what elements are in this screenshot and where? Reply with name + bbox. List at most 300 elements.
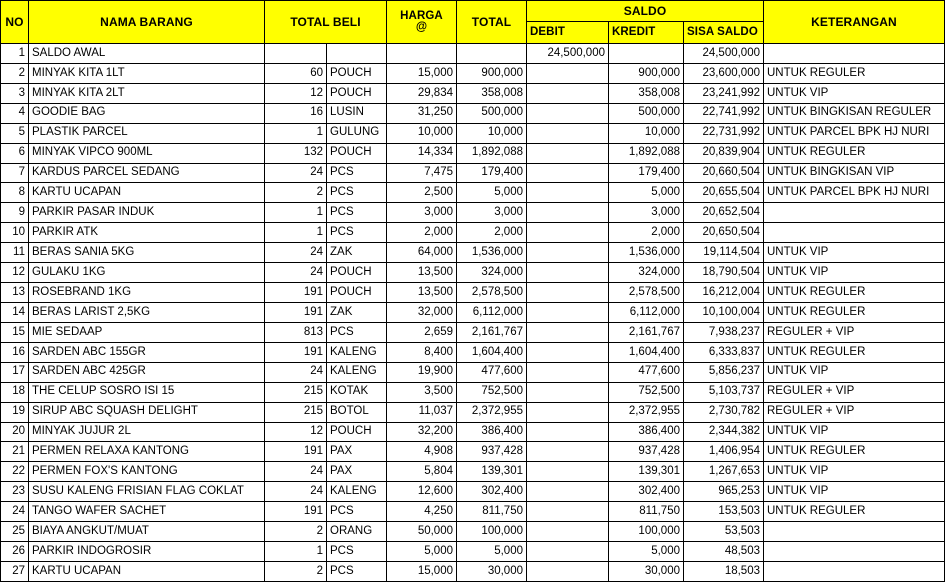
- column-header-kredit[interactable]: KREDIT: [609, 22, 684, 44]
- cell-no[interactable]: 24: [1, 502, 29, 522]
- table-row[interactable]: [1, 422, 945, 442]
- cell-harga[interactable]: 31,250: [387, 103, 457, 123]
- table-row[interactable]: [1, 143, 945, 163]
- cell-sisa[interactable]: 18,790,504: [684, 263, 764, 283]
- cell-kredit[interactable]: 2,578,500: [609, 283, 684, 303]
- cell-kredit[interactable]: 2,161,767: [609, 322, 684, 342]
- cell-kredit[interactable]: 100,000: [609, 522, 684, 542]
- cell-no[interactable]: 22: [1, 462, 29, 482]
- cell-ket[interactable]: UNTUK VIP: [764, 362, 945, 382]
- table-row[interactable]: [1, 63, 945, 83]
- cell-no[interactable]: 8: [1, 183, 29, 203]
- table-row[interactable]: [1, 442, 945, 462]
- cell-no[interactable]: 25: [1, 522, 29, 542]
- cell-ket[interactable]: [764, 203, 945, 223]
- cell-ket[interactable]: UNTUK REGULER: [764, 502, 945, 522]
- cell-nama[interactable]: SALDO AWAL: [29, 44, 265, 64]
- cell-total[interactable]: 139,301: [457, 462, 527, 482]
- cell-total[interactable]: 302,400: [457, 482, 527, 502]
- cell-nama[interactable]: KARTU UCAPAN: [29, 561, 265, 581]
- cell-ket[interactable]: UNTUK REGULER: [764, 283, 945, 303]
- cell-qty[interactable]: 191: [265, 342, 327, 362]
- cell-qty[interactable]: 215: [265, 402, 327, 422]
- table-row[interactable]: [1, 542, 945, 562]
- cell-nama[interactable]: TANGO WAFER SACHET: [29, 502, 265, 522]
- cell-no[interactable]: 16: [1, 342, 29, 362]
- cell-unit[interactable]: PAX: [327, 462, 387, 482]
- table-row[interactable]: [1, 322, 945, 342]
- cell-kredit[interactable]: 30,000: [609, 561, 684, 581]
- column-header-total-beli[interactable]: TOTAL BELI: [265, 1, 387, 44]
- cell-kredit[interactable]: 5,000: [609, 183, 684, 203]
- cell-total[interactable]: 2,000: [457, 223, 527, 243]
- cell-nama[interactable]: MINYAK KITA 1LT: [29, 63, 265, 83]
- cell-kredit[interactable]: 3,000: [609, 203, 684, 223]
- cell-sisa[interactable]: 20,655,504: [684, 183, 764, 203]
- cell-nama[interactable]: SARDEN ABC 425GR: [29, 362, 265, 382]
- cell-total[interactable]: [457, 44, 527, 64]
- cell-unit[interactable]: KOTAK: [327, 382, 387, 402]
- cell-harga[interactable]: 2,659: [387, 322, 457, 342]
- cell-sisa[interactable]: 965,253: [684, 482, 764, 502]
- cell-no[interactable]: 15: [1, 322, 29, 342]
- column-header-debit[interactable]: DEBIT: [527, 22, 609, 44]
- cell-nama[interactable]: SIRUP ABC SQUASH DELIGHT: [29, 402, 265, 422]
- cell-debit[interactable]: [527, 243, 609, 263]
- cell-harga[interactable]: 2,000: [387, 223, 457, 243]
- cell-total[interactable]: 1,604,400: [457, 342, 527, 362]
- cell-no[interactable]: 3: [1, 83, 29, 103]
- cell-unit[interactable]: KALENG: [327, 482, 387, 502]
- cell-total[interactable]: 937,428: [457, 442, 527, 462]
- cell-kredit[interactable]: 900,000: [609, 63, 684, 83]
- cell-total[interactable]: 30,000: [457, 561, 527, 581]
- table-row[interactable]: [1, 163, 945, 183]
- cell-harga[interactable]: 3,500: [387, 382, 457, 402]
- cell-nama[interactable]: PARKIR ATK: [29, 223, 265, 243]
- cell-qty[interactable]: 215: [265, 382, 327, 402]
- cell-debit[interactable]: [527, 103, 609, 123]
- cell-total[interactable]: 752,500: [457, 382, 527, 402]
- cell-sisa[interactable]: 5,856,237: [684, 362, 764, 382]
- table-row[interactable]: [1, 561, 945, 581]
- cell-total[interactable]: 3,000: [457, 203, 527, 223]
- cell-kredit[interactable]: 324,000: [609, 263, 684, 283]
- cell-no[interactable]: 4: [1, 103, 29, 123]
- cell-debit[interactable]: [527, 123, 609, 143]
- cell-debit[interactable]: [527, 83, 609, 103]
- cell-qty[interactable]: 16: [265, 103, 327, 123]
- cell-harga[interactable]: 14,334: [387, 143, 457, 163]
- cell-no[interactable]: 12: [1, 263, 29, 283]
- cell-ket[interactable]: UNTUK REGULER: [764, 63, 945, 83]
- cell-nama[interactable]: KARTU UCAPAN: [29, 183, 265, 203]
- cell-sisa[interactable]: 22,741,992: [684, 103, 764, 123]
- cell-harga[interactable]: 3,000: [387, 203, 457, 223]
- cell-debit[interactable]: [527, 382, 609, 402]
- cell-qty[interactable]: 1: [265, 203, 327, 223]
- cell-total[interactable]: 358,008: [457, 83, 527, 103]
- cell-qty[interactable]: 191: [265, 302, 327, 322]
- cell-harga[interactable]: 4,908: [387, 442, 457, 462]
- cell-harga[interactable]: 32,200: [387, 422, 457, 442]
- cell-unit[interactable]: POUCH: [327, 263, 387, 283]
- cell-debit[interactable]: [527, 561, 609, 581]
- cell-nama[interactable]: PARKIR INDOGROSIR: [29, 542, 265, 562]
- cell-total[interactable]: 179,400: [457, 163, 527, 183]
- cell-sisa[interactable]: 5,103,737: [684, 382, 764, 402]
- cell-qty[interactable]: [265, 44, 327, 64]
- cell-kredit[interactable]: 386,400: [609, 422, 684, 442]
- cell-sisa[interactable]: 18,503: [684, 561, 764, 581]
- cell-no[interactable]: 2: [1, 63, 29, 83]
- cell-total[interactable]: 477,600: [457, 362, 527, 382]
- cell-nama[interactable]: BERAS LARIST 2,5KG: [29, 302, 265, 322]
- cell-harga[interactable]: 5,804: [387, 462, 457, 482]
- cell-qty[interactable]: 24: [265, 163, 327, 183]
- cell-qty[interactable]: 191: [265, 502, 327, 522]
- cell-debit[interactable]: [527, 502, 609, 522]
- cell-no[interactable]: 5: [1, 123, 29, 143]
- cell-qty[interactable]: 191: [265, 283, 327, 303]
- cell-sisa[interactable]: 153,503: [684, 502, 764, 522]
- table-row[interactable]: [1, 502, 945, 522]
- cell-debit[interactable]: [527, 422, 609, 442]
- cell-qty[interactable]: 12: [265, 422, 327, 442]
- cell-sisa[interactable]: 19,114,504: [684, 243, 764, 263]
- table-row[interactable]: [1, 522, 945, 542]
- cell-no[interactable]: 14: [1, 302, 29, 322]
- cell-ket[interactable]: UNTUK REGULER: [764, 143, 945, 163]
- cell-nama[interactable]: MINYAK JUJUR 2L: [29, 422, 265, 442]
- cell-qty[interactable]: 24: [265, 482, 327, 502]
- cell-harga[interactable]: 64,000: [387, 243, 457, 263]
- cell-ket[interactable]: REGULER + VIP: [764, 402, 945, 422]
- table-row[interactable]: [1, 123, 945, 143]
- cell-no[interactable]: 19: [1, 402, 29, 422]
- cell-unit[interactable]: PCS: [327, 183, 387, 203]
- cell-debit[interactable]: [527, 342, 609, 362]
- cell-qty[interactable]: 2: [265, 561, 327, 581]
- cell-nama[interactable]: BIAYA ANGKUT/MUAT: [29, 522, 265, 542]
- cell-kredit[interactable]: 10,000: [609, 123, 684, 143]
- cell-harga[interactable]: 11,037: [387, 402, 457, 422]
- cell-harga[interactable]: 19,900: [387, 362, 457, 382]
- cell-kredit[interactable]: 1,604,400: [609, 342, 684, 362]
- table-row[interactable]: [1, 103, 945, 123]
- cell-debit[interactable]: [527, 362, 609, 382]
- cell-harga[interactable]: 10,000: [387, 123, 457, 143]
- cell-unit[interactable]: ZAK: [327, 302, 387, 322]
- cell-nama[interactable]: SUSU KALENG FRISIAN FLAG COKLAT: [29, 482, 265, 502]
- column-header-harga[interactable]: [387, 1, 457, 44]
- cell-ket[interactable]: UNTUK BINGKISAN REGULER: [764, 103, 945, 123]
- cell-qty[interactable]: 813: [265, 322, 327, 342]
- cell-total[interactable]: 2,161,767: [457, 322, 527, 342]
- column-header-total[interactable]: TOTAL: [457, 1, 527, 44]
- table-row[interactable]: [1, 44, 945, 64]
- cell-ket[interactable]: [764, 223, 945, 243]
- cell-kredit[interactable]: 139,301: [609, 462, 684, 482]
- cell-no[interactable]: 11: [1, 243, 29, 263]
- cell-nama[interactable]: PARKIR PASAR INDUK: [29, 203, 265, 223]
- cell-unit[interactable]: PCS: [327, 163, 387, 183]
- cell-kredit[interactable]: 1,892,088: [609, 143, 684, 163]
- cell-unit[interactable]: KALENG: [327, 342, 387, 362]
- cell-total[interactable]: 10,000: [457, 123, 527, 143]
- cell-sisa[interactable]: 6,333,837: [684, 342, 764, 362]
- cell-nama[interactable]: PLASTIK PARCEL: [29, 123, 265, 143]
- cell-unit[interactable]: ZAK: [327, 243, 387, 263]
- cell-total[interactable]: 386,400: [457, 422, 527, 442]
- cell-debit[interactable]: [527, 442, 609, 462]
- cell-ket[interactable]: UNTUK VIP: [764, 422, 945, 442]
- cell-no[interactable]: 27: [1, 561, 29, 581]
- cell-no[interactable]: 7: [1, 163, 29, 183]
- cell-unit[interactable]: [327, 44, 387, 64]
- column-header-no[interactable]: NO: [1, 1, 29, 44]
- cell-sisa[interactable]: 7,938,237: [684, 322, 764, 342]
- cell-harga[interactable]: 13,500: [387, 283, 457, 303]
- cell-debit[interactable]: [527, 223, 609, 243]
- cell-unit[interactable]: POUCH: [327, 422, 387, 442]
- cell-no[interactable]: 26: [1, 542, 29, 562]
- cell-unit[interactable]: BOTOL: [327, 402, 387, 422]
- cell-qty[interactable]: 2: [265, 522, 327, 542]
- cell-debit[interactable]: [527, 322, 609, 342]
- cell-nama[interactable]: MINYAK VIPCO 900ML: [29, 143, 265, 163]
- cell-total[interactable]: 900,000: [457, 63, 527, 83]
- cell-unit[interactable]: GULUNG: [327, 123, 387, 143]
- table-row[interactable]: [1, 302, 945, 322]
- table-row[interactable]: [1, 263, 945, 283]
- cell-kredit[interactable]: 2,000: [609, 223, 684, 243]
- table-row[interactable]: [1, 83, 945, 103]
- cell-kredit[interactable]: 6,112,000: [609, 302, 684, 322]
- cell-sisa[interactable]: 20,660,504: [684, 163, 764, 183]
- cell-unit[interactable]: PCS: [327, 561, 387, 581]
- cell-total[interactable]: 5,000: [457, 183, 527, 203]
- cell-total[interactable]: 324,000: [457, 263, 527, 283]
- cell-ket[interactable]: UNTUK PARCEL BPK HJ NURI: [764, 123, 945, 143]
- cell-debit[interactable]: [527, 203, 609, 223]
- cell-nama[interactable]: MINYAK KITA 2LT: [29, 83, 265, 103]
- cell-kredit[interactable]: 811,750: [609, 502, 684, 522]
- cell-sisa[interactable]: 48,503: [684, 542, 764, 562]
- cell-sisa[interactable]: 2,730,782: [684, 402, 764, 422]
- cell-sisa[interactable]: 16,212,004: [684, 283, 764, 303]
- cell-harga[interactable]: 32,000: [387, 302, 457, 322]
- cell-no[interactable]: 10: [1, 223, 29, 243]
- cell-kredit[interactable]: 1,536,000: [609, 243, 684, 263]
- cell-sisa[interactable]: 20,650,504: [684, 223, 764, 243]
- cell-total[interactable]: 1,892,088: [457, 143, 527, 163]
- cell-nama[interactable]: MIE SEDAAP: [29, 322, 265, 342]
- cell-sisa[interactable]: 24,500,000: [684, 44, 764, 64]
- cell-qty[interactable]: 1: [265, 542, 327, 562]
- table-row[interactable]: [1, 243, 945, 263]
- cell-unit[interactable]: LUSIN: [327, 103, 387, 123]
- cell-sisa[interactable]: 22,731,992: [684, 123, 764, 143]
- cell-nama[interactable]: PERMEN RELAXA KANTONG: [29, 442, 265, 462]
- cell-ket[interactable]: UNTUK REGULER: [764, 442, 945, 462]
- cell-qty[interactable]: 60: [265, 63, 327, 83]
- cell-ket[interactable]: [764, 561, 945, 581]
- cell-total[interactable]: 811,750: [457, 502, 527, 522]
- cell-kredit[interactable]: 937,428: [609, 442, 684, 462]
- cell-unit[interactable]: PCS: [327, 322, 387, 342]
- cell-harga[interactable]: 50,000: [387, 522, 457, 542]
- cell-total[interactable]: 5,000: [457, 542, 527, 562]
- cell-no[interactable]: 20: [1, 422, 29, 442]
- cell-kredit[interactable]: 179,400: [609, 163, 684, 183]
- cell-nama[interactable]: KARDUS PARCEL SEDANG: [29, 163, 265, 183]
- cell-unit[interactable]: POUCH: [327, 143, 387, 163]
- cell-sisa[interactable]: 1,267,653: [684, 462, 764, 482]
- table-row[interactable]: [1, 362, 945, 382]
- cell-debit[interactable]: 24,500,000: [527, 44, 609, 64]
- cell-total[interactable]: 500,000: [457, 103, 527, 123]
- cell-debit[interactable]: [527, 542, 609, 562]
- cell-debit[interactable]: [527, 522, 609, 542]
- cell-harga[interactable]: 7,475: [387, 163, 457, 183]
- table-row[interactable]: [1, 223, 945, 243]
- cell-debit[interactable]: [527, 462, 609, 482]
- cell-harga[interactable]: [387, 44, 457, 64]
- cell-harga[interactable]: 12,600: [387, 482, 457, 502]
- column-header-sisa-saldo[interactable]: SISA SALDO: [684, 22, 764, 44]
- cell-sisa[interactable]: 2,344,382: [684, 422, 764, 442]
- cell-qty[interactable]: 2: [265, 183, 327, 203]
- cell-harga[interactable]: 5,000: [387, 542, 457, 562]
- cell-sisa[interactable]: 53,503: [684, 522, 764, 542]
- cell-sisa[interactable]: 10,100,004: [684, 302, 764, 322]
- cell-unit[interactable]: POUCH: [327, 63, 387, 83]
- cell-debit[interactable]: [527, 283, 609, 303]
- cell-debit[interactable]: [527, 63, 609, 83]
- cell-debit[interactable]: [527, 183, 609, 203]
- cell-unit[interactable]: PAX: [327, 442, 387, 462]
- cell-qty[interactable]: 12: [265, 83, 327, 103]
- cell-unit[interactable]: PCS: [327, 203, 387, 223]
- cell-ket[interactable]: [764, 542, 945, 562]
- cell-no[interactable]: 6: [1, 143, 29, 163]
- cell-sisa[interactable]: 1,406,954: [684, 442, 764, 462]
- cell-ket[interactable]: UNTUK REGULER: [764, 342, 945, 362]
- cell-qty[interactable]: 191: [265, 442, 327, 462]
- cell-qty[interactable]: 1: [265, 223, 327, 243]
- cell-nama[interactable]: GULAKU 1KG: [29, 263, 265, 283]
- cell-qty[interactable]: 24: [265, 462, 327, 482]
- cell-harga[interactable]: 13,500: [387, 263, 457, 283]
- cell-unit[interactable]: PCS: [327, 542, 387, 562]
- cell-sisa[interactable]: 23,241,992: [684, 83, 764, 103]
- cell-kredit[interactable]: 302,400: [609, 482, 684, 502]
- cell-ket[interactable]: UNTUK BINGKISAN VIP: [764, 163, 945, 183]
- cell-debit[interactable]: [527, 482, 609, 502]
- cell-sisa[interactable]: 20,652,504: [684, 203, 764, 223]
- cell-nama[interactable]: BERAS SANIA 5KG: [29, 243, 265, 263]
- cell-harga[interactable]: 8,400: [387, 342, 457, 362]
- cell-debit[interactable]: [527, 402, 609, 422]
- cell-nama[interactable]: THE CELUP SOSRO ISI 15: [29, 382, 265, 402]
- cell-kredit[interactable]: 2,372,955: [609, 402, 684, 422]
- cell-nama[interactable]: ROSEBRAND 1KG: [29, 283, 265, 303]
- cell-kredit[interactable]: 5,000: [609, 542, 684, 562]
- cell-debit[interactable]: [527, 302, 609, 322]
- cell-unit[interactable]: POUCH: [327, 283, 387, 303]
- cell-debit[interactable]: [527, 163, 609, 183]
- cell-unit[interactable]: ORANG: [327, 522, 387, 542]
- cell-total[interactable]: 100,000: [457, 522, 527, 542]
- cell-nama[interactable]: PERMEN FOX'S KANTONG: [29, 462, 265, 482]
- cell-total[interactable]: 6,112,000: [457, 302, 527, 322]
- cell-unit[interactable]: POUCH: [327, 83, 387, 103]
- cell-total[interactable]: 1,536,000: [457, 243, 527, 263]
- cell-qty[interactable]: 1: [265, 123, 327, 143]
- cell-sisa[interactable]: 23,600,000: [684, 63, 764, 83]
- table-row[interactable]: [1, 382, 945, 402]
- cell-debit[interactable]: [527, 263, 609, 283]
- cell-kredit[interactable]: 752,500: [609, 382, 684, 402]
- table-row[interactable]: [1, 183, 945, 203]
- cell-ket[interactable]: [764, 44, 945, 64]
- cell-nama[interactable]: GOODIE BAG: [29, 103, 265, 123]
- cell-debit[interactable]: [527, 143, 609, 163]
- cell-kredit[interactable]: 500,000: [609, 103, 684, 123]
- cell-qty[interactable]: 24: [265, 243, 327, 263]
- table-row[interactable]: [1, 462, 945, 482]
- cell-harga[interactable]: 2,500: [387, 183, 457, 203]
- cell-no[interactable]: 23: [1, 482, 29, 502]
- cell-qty[interactable]: 24: [265, 263, 327, 283]
- cell-sisa[interactable]: 20,839,904: [684, 143, 764, 163]
- column-header-saldo-group[interactable]: SALDO: [527, 1, 764, 22]
- cell-ket[interactable]: UNTUK VIP: [764, 83, 945, 103]
- cell-ket[interactable]: UNTUK VIP: [764, 462, 945, 482]
- cell-ket[interactable]: UNTUK REGULER: [764, 302, 945, 322]
- cell-ket[interactable]: UNTUK VIP: [764, 243, 945, 263]
- cell-nama[interactable]: SARDEN ABC 155GR: [29, 342, 265, 362]
- column-header-keterangan[interactable]: KETERANGAN: [764, 1, 945, 44]
- table-row[interactable]: [1, 342, 945, 362]
- cell-kredit[interactable]: 358,008: [609, 83, 684, 103]
- cell-unit[interactable]: PCS: [327, 223, 387, 243]
- cell-no[interactable]: 17: [1, 362, 29, 382]
- cell-harga[interactable]: 15,000: [387, 63, 457, 83]
- table-row[interactable]: [1, 482, 945, 502]
- cell-no[interactable]: 21: [1, 442, 29, 462]
- cell-harga[interactable]: 29,834: [387, 83, 457, 103]
- cell-ket[interactable]: REGULER + VIP: [764, 382, 945, 402]
- cell-total[interactable]: 2,578,500: [457, 283, 527, 303]
- cell-harga[interactable]: 4,250: [387, 502, 457, 522]
- cell-no[interactable]: 18: [1, 382, 29, 402]
- cell-no[interactable]: 13: [1, 283, 29, 303]
- cell-ket[interactable]: UNTUK VIP: [764, 482, 945, 502]
- table-row[interactable]: [1, 203, 945, 223]
- column-header-nama-barang[interactable]: NAMA BARANG: [29, 1, 265, 44]
- cell-no[interactable]: 9: [1, 203, 29, 223]
- cell-ket[interactable]: [764, 522, 945, 542]
- cell-unit[interactable]: KALENG: [327, 362, 387, 382]
- cell-harga[interactable]: 15,000: [387, 561, 457, 581]
- cell-ket[interactable]: REGULER + VIP: [764, 322, 945, 342]
- cell-qty[interactable]: 132: [265, 143, 327, 163]
- table-row[interactable]: [1, 283, 945, 303]
- cell-ket[interactable]: UNTUK VIP: [764, 263, 945, 283]
- cell-qty[interactable]: 24: [265, 362, 327, 382]
